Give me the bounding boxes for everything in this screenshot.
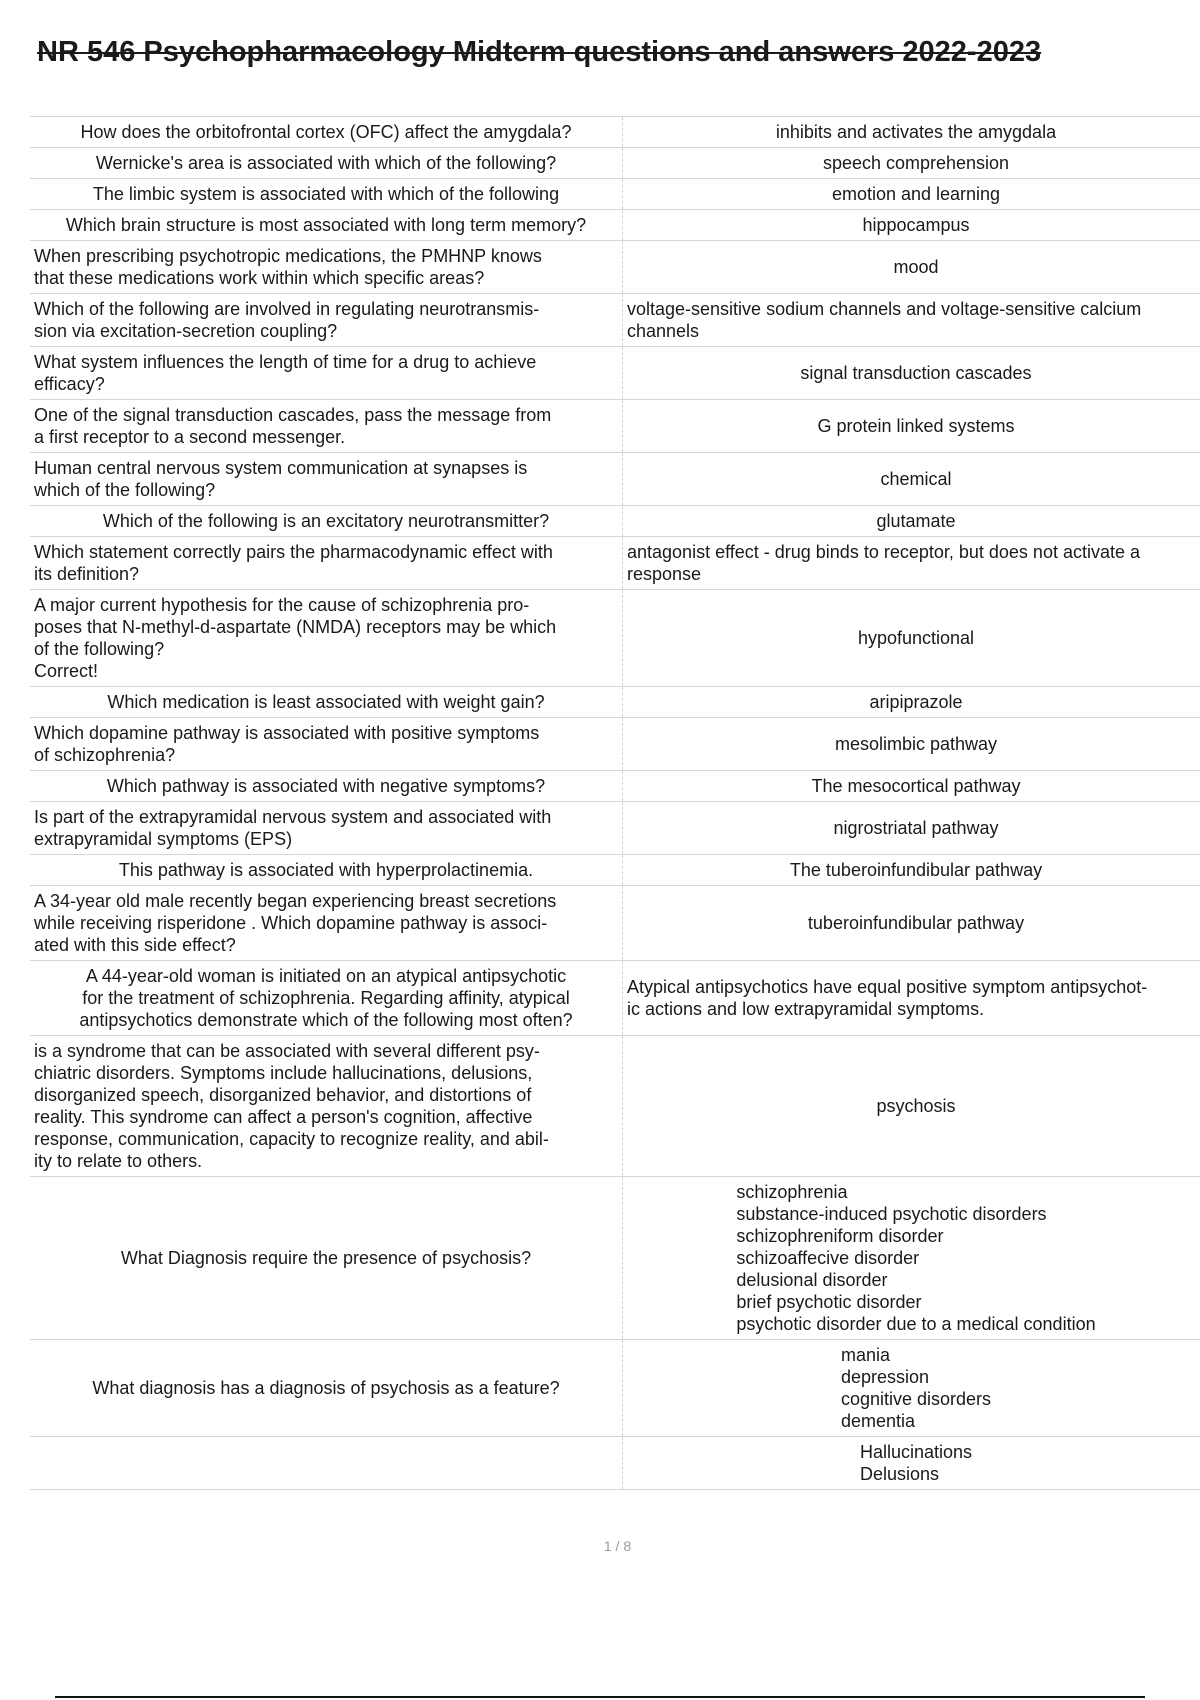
- answer-list: Hallucinations Delusions: [859, 1442, 973, 1484]
- table-row: [30, 1340, 1200, 1437]
- table-row: [30, 506, 1200, 537]
- table-row: [30, 1036, 1200, 1177]
- question-cell: A major current hypothesis for the cause of schizophrenia pro- poses that N-methyl-d-aspartate (NMDA) receptors may be which of the following? Correct!: [30, 590, 623, 687]
- table-row: [30, 802, 1200, 855]
- table-row: [30, 241, 1200, 294]
- answer-cell: tuberoinfundibular pathway: [623, 886, 1200, 961]
- answer-list: schizophrenia substance-induced psychotic disorders schizophreniform disorder schizoaffecive disorder delusional disorder brief psychotic disorder psychotic disorder due to a medical condition: [736, 1182, 1096, 1334]
- answer-cell: emotion and learning: [623, 179, 1200, 210]
- table-row: [30, 179, 1200, 210]
- question-cell: How does the orbitofrontal cortex (OFC) affect the amygdala?: [30, 117, 623, 148]
- answer-cell: psychosis: [623, 1036, 1200, 1177]
- table-row: [30, 400, 1200, 453]
- answer-cell: [623, 1340, 1200, 1437]
- table-row: [30, 590, 1200, 687]
- question-cell: Wernicke's area is associated with which of the following?: [30, 148, 623, 179]
- answer-cell: The tuberoinfundibular pathway: [623, 855, 1200, 886]
- question-cell: Which dopamine pathway is associated with positive symptoms of schizophrenia?: [30, 718, 623, 771]
- question-cell: Which statement correctly pairs the pharmacodynamic effect with its definition?: [30, 537, 623, 590]
- question-cell: Which of the following are involved in regulating neurotransmis- sion via excitation-secretion coupling?: [30, 294, 623, 347]
- table-row: [30, 771, 1200, 802]
- table-row: [30, 718, 1200, 771]
- table-row: [30, 294, 1200, 347]
- table-row: [30, 1437, 1200, 1490]
- table-row: [30, 886, 1200, 961]
- question-cell: A 44-year-old woman is initiated on an atypical antipsychotic for the treatment of schizophrenia. Regarding affinity, atypical antipsychotics demonstrate which of the following most often?: [30, 961, 623, 1036]
- answer-cell: G protein linked systems: [623, 400, 1200, 453]
- question-cell: What system influences the length of time for a drug to achieve efficacy?: [30, 347, 623, 400]
- answer-cell: [623, 1177, 1200, 1340]
- question-cell: What Diagnosis require the presence of psychosis?: [30, 1177, 623, 1340]
- answer-cell: The mesocortical pathway: [623, 771, 1200, 802]
- question-cell: Which of the following is an excitatory neurotransmitter?: [30, 506, 623, 537]
- answer-list: mania depression cognitive disorders dementia: [840, 1345, 992, 1431]
- answer-cell: mesolimbic pathway: [623, 718, 1200, 771]
- answer-cell: nigrostriatal pathway: [623, 802, 1200, 855]
- table-row: [30, 537, 1200, 590]
- table-row: [30, 148, 1200, 179]
- question-cell: When prescribing psychotropic medications, the PMHNP knows that these medications work within which specific areas?: [30, 241, 623, 294]
- question-cell: What diagnosis has a diagnosis of psychosis as a feature?: [30, 1340, 623, 1437]
- question-cell: Which brain structure is most associated with long term memory?: [30, 210, 623, 241]
- answer-cell: signal transduction cascades: [623, 347, 1200, 400]
- document-title: NR 546 Psychopharmacology Midterm questions and answers 2022-2023: [37, 36, 1042, 68]
- answer-cell: aripiprazole: [623, 687, 1200, 718]
- question-cell: Human central nervous system communication at synapses is which of the following?: [30, 453, 623, 506]
- table-row: [30, 687, 1200, 718]
- question-cell: The limbic system is associated with which of the following: [30, 179, 623, 210]
- page-number: 1 / 8: [603, 1538, 632, 1554]
- question-cell: Which medication is least associated with weight gain?: [30, 687, 623, 718]
- table-row: [30, 1177, 1200, 1340]
- answer-cell: antagonist effect - drug binds to receptor, but does not activate a response: [623, 537, 1200, 590]
- table-row: [30, 453, 1200, 506]
- answer-cell: hypofunctional: [623, 590, 1200, 687]
- answer-cell: Atypical antipsychotics have equal positive symptom antipsychot- ic actions and low extrapyramidal symptoms.: [623, 961, 1200, 1036]
- question-cell: One of the signal transduction cascades, pass the message from a first receptor to a second messenger.: [30, 400, 623, 453]
- question-cell: [30, 1437, 623, 1490]
- answer-cell: hippocampus: [623, 210, 1200, 241]
- table-row: [30, 210, 1200, 241]
- answer-cell: speech comprehension: [623, 148, 1200, 179]
- table-row: [30, 347, 1200, 400]
- answer-cell: chemical: [623, 453, 1200, 506]
- question-cell: This pathway is associated with hyperprolactinemia.: [30, 855, 623, 886]
- answer-cell: glutamate: [623, 506, 1200, 537]
- table-row: [30, 117, 1200, 148]
- question-cell: is a syndrome that can be associated with several different psy- chiatric disorders. Symptoms include hallucinations, delusions, disorganized speech, disorganized behavior, and distortions of reality. This syndrome can affect a person's cognition, affective response, communication, capacity to recognize reality, and abil- ity to relate to others.: [30, 1036, 623, 1177]
- qa-table: [30, 116, 1200, 1490]
- answer-cell: voltage-sensitive sodium channels and voltage-sensitive calcium channels: [623, 294, 1200, 347]
- footer-divider: [55, 1696, 1145, 1698]
- answer-cell: inhibits and activates the amygdala: [623, 117, 1200, 148]
- question-cell: A 34-year old male recently began experiencing breast secretions while receiving risperidone . Which dopamine pathway is associ- ated with this side effect?: [30, 886, 623, 961]
- question-cell: Which pathway is associated with negative symptoms?: [30, 771, 623, 802]
- answer-cell: [623, 1437, 1200, 1490]
- answer-cell: mood: [623, 241, 1200, 294]
- question-cell: Is part of the extrapyramidal nervous system and associated with extrapyramidal symptoms (EPS): [30, 802, 623, 855]
- table-row: [30, 961, 1200, 1036]
- table-row: [30, 855, 1200, 886]
